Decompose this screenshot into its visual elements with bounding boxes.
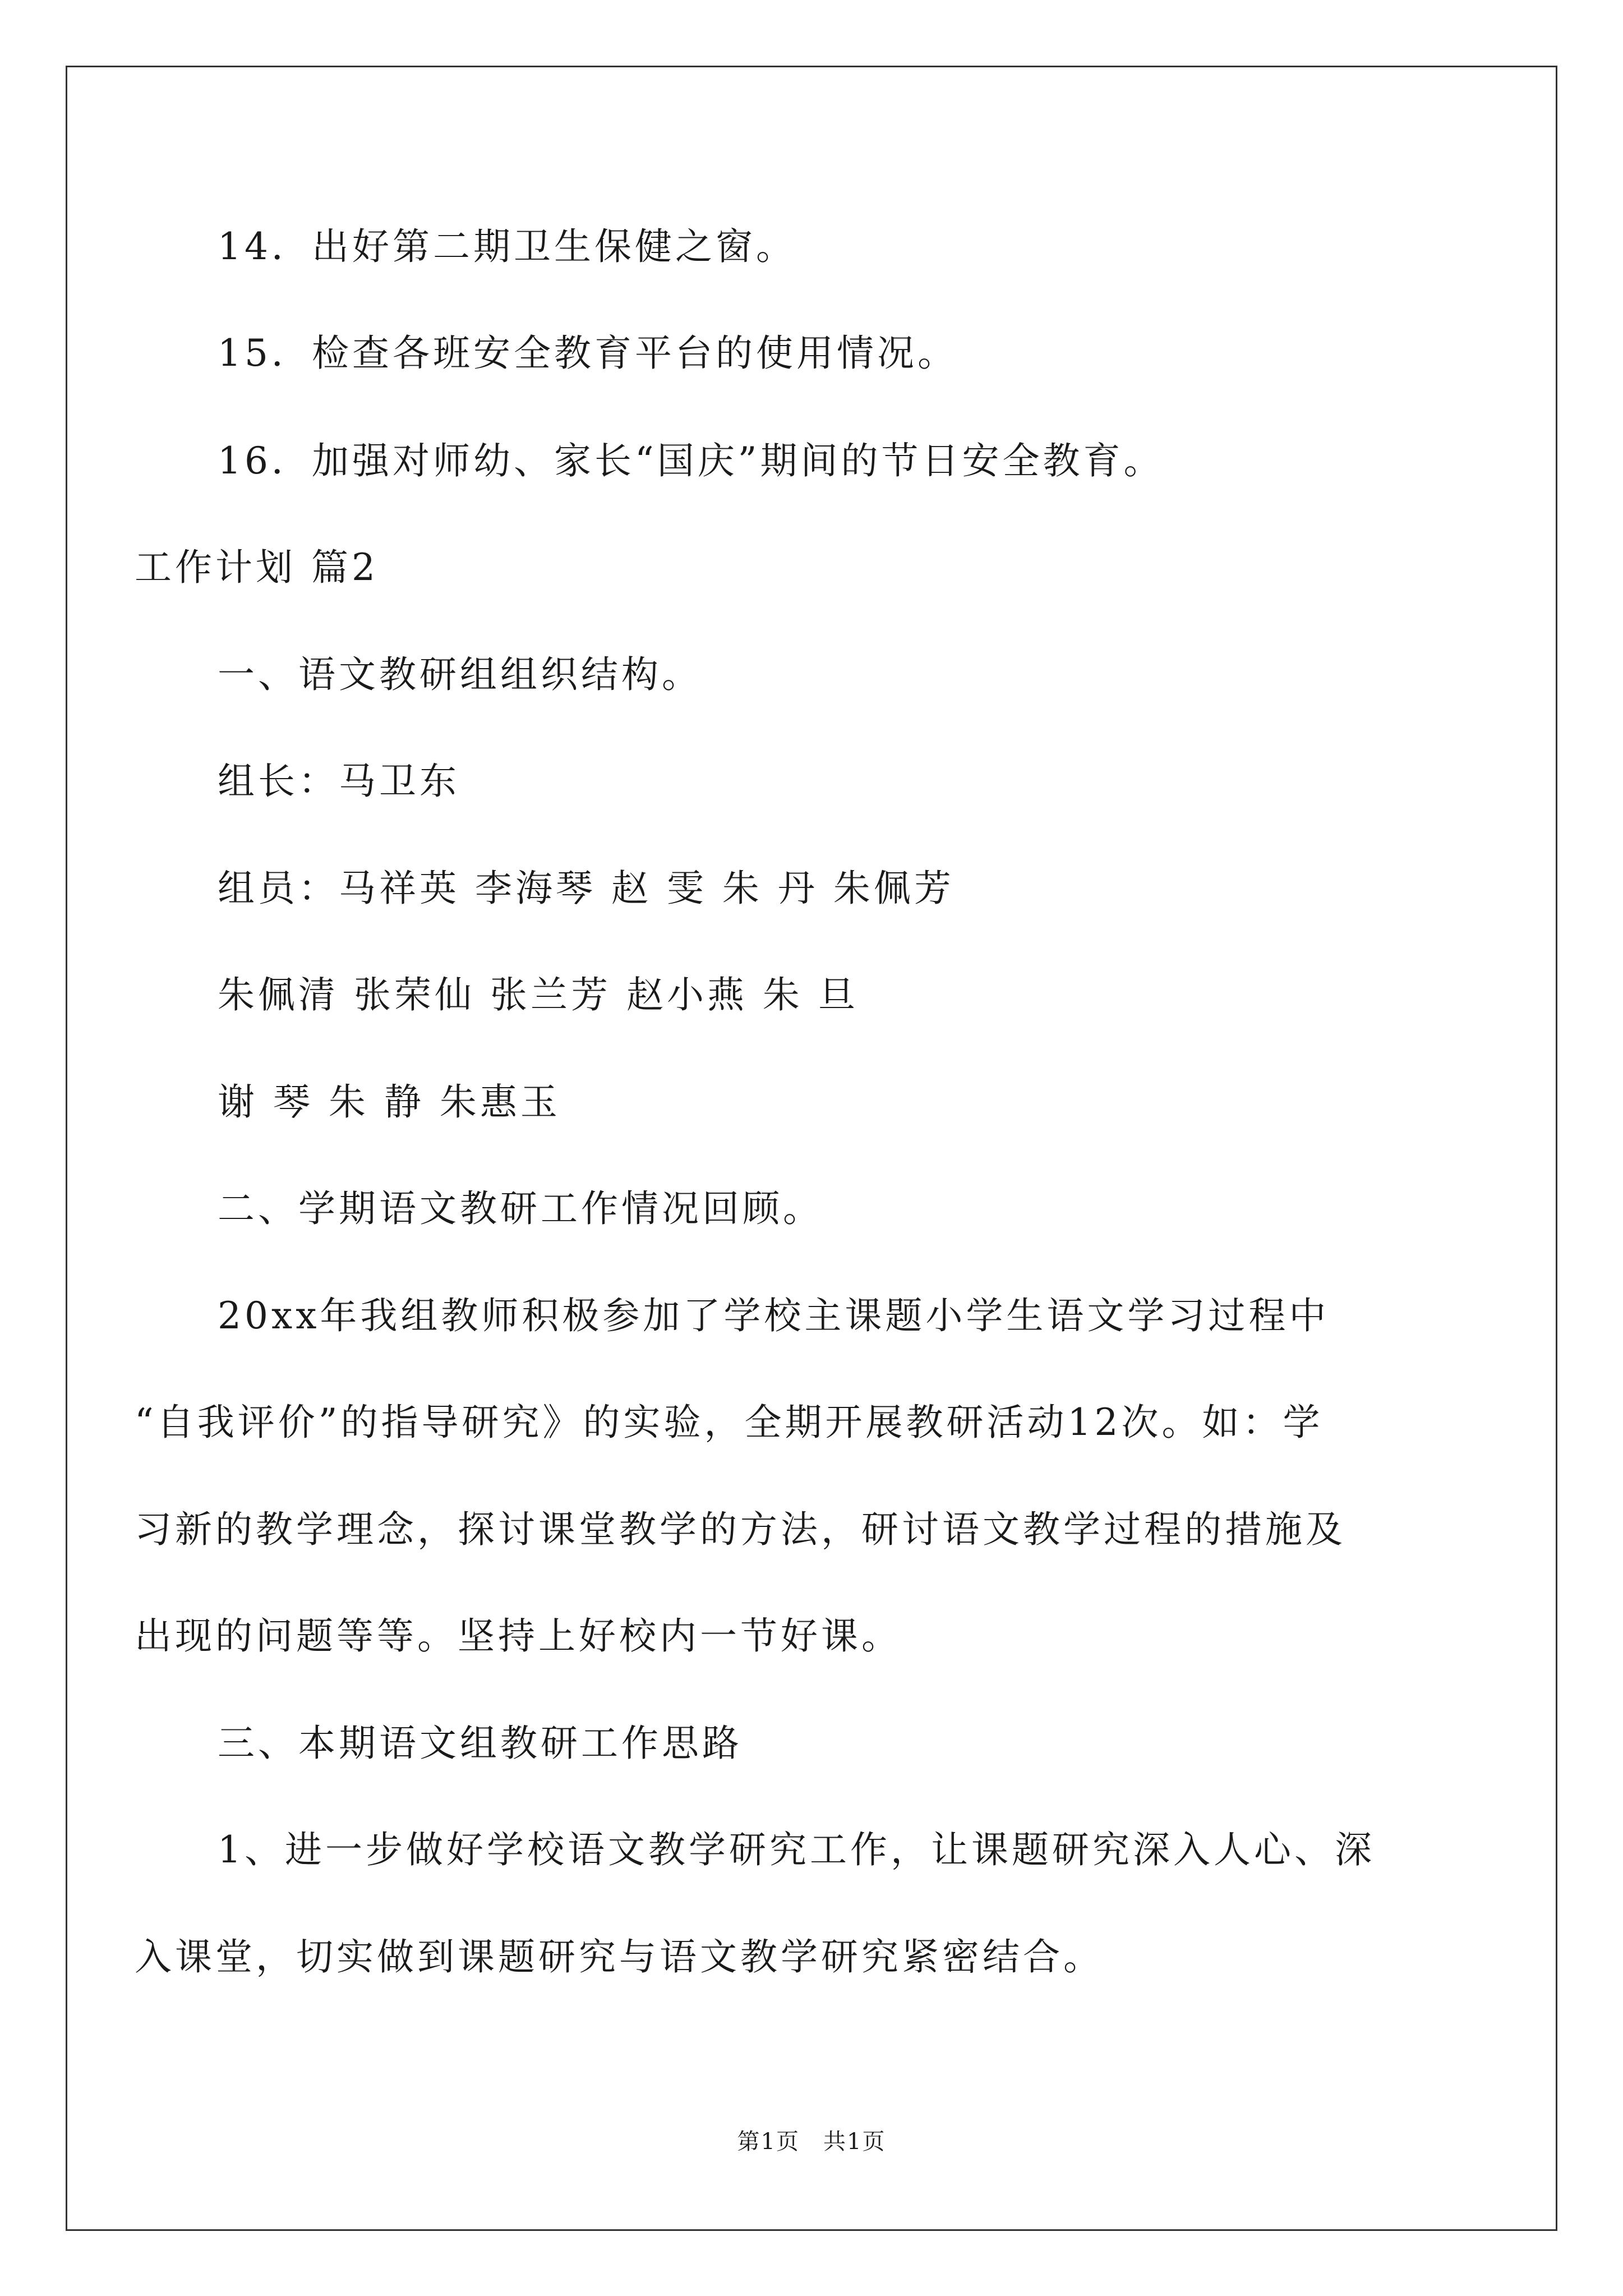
list-item-14: 14．出好第二期卫生保健之窗。 — [218, 225, 796, 268]
paragraph-line: 20xx年我组教师积极参加了学校主课题小学生语文学习过程中 — [218, 1294, 1330, 1337]
section-heading: 工作计划 篇2 — [135, 546, 379, 589]
subheading-three: 三、本期语文组教研工作思路 — [218, 1722, 743, 1765]
paragraph-line: “自我评价”的指导研究》的实验，全期开展教研活动12次。如：学 — [135, 1401, 1324, 1444]
group-members-3: 谢 琴 朱 静 朱惠玉 — [218, 1080, 561, 1124]
group-members-2: 朱佩清 张荣仙 张兰芳 赵小燕 朱 旦 — [218, 973, 859, 1016]
subheading-one: 一、语文教研组组织结构。 — [218, 653, 702, 696]
page-footer: 第1页 共1页 — [737, 2129, 886, 2155]
paragraph-line: 出现的问题等等。坚持上好校内一节好课。 — [135, 1614, 902, 1658]
group-leader: 组长：马卫东 — [218, 760, 460, 803]
group-members-1: 组员：马祥英 李海琴 赵 雯 朱 丹 朱佩芳 — [218, 867, 955, 910]
page-border — [66, 66, 1557, 2231]
paragraph-line: 入课堂，切实做到课题研究与语文教学研究紧密结合。 — [135, 1935, 1104, 1978]
subheading-two: 二、学期语文教研工作情况回顾。 — [218, 1187, 823, 1230]
paragraph-line: 1、进一步做好学校语文教学研究工作，让课题研究深入人心、深 — [218, 1828, 1375, 1871]
paragraph-line: 习新的教学理念，探讨课堂教学的方法，研讨语文教学过程的措施及 — [135, 1508, 1346, 1551]
list-item-15: 15．检查各班安全教育平台的使用情况。 — [218, 332, 958, 375]
list-item-16: 16．加强对师幼、家长“国庆”期间的节日安全教育。 — [218, 439, 1164, 482]
